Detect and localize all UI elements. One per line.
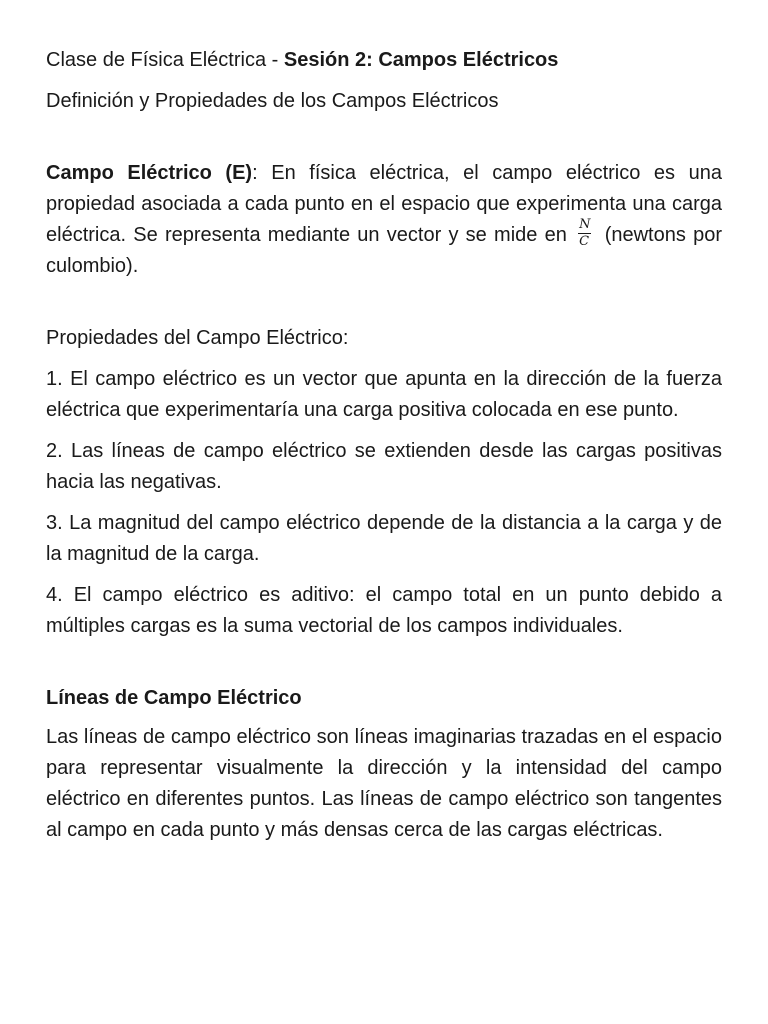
document-title <box>46 45 722 76</box>
propiedad-item: 1. El campo eléctrico es un vector que apunta en la dirección de la fuerza eléctrica que experimentaría una carga positiva colocada en ese punto. <box>46 368 722 422</box>
lineas-heading <box>46 683 722 714</box>
propiedad-item: 4. El campo eléctrico es aditivo: el campo total en un punto debido a múltiples cargas es la suma vectorial de los campos individuales. <box>46 584 722 638</box>
document-subtitle: Definición y Propiedades de los Campos Eléctricos <box>46 90 499 112</box>
unit-fraction <box>578 218 591 249</box>
propiedad-item: 2. Las líneas de campo eléctrico se extienden desde las cargas positivas hacia las negativas. <box>46 440 722 494</box>
propiedades-heading: Propiedades del Campo Eléctrico: <box>46 327 349 350</box>
campo-electrico-unit-text: (newtons por culombio). <box>46 224 722 278</box>
campo-electrico-term: Campo Eléctrico (E) <box>46 162 253 184</box>
title-prefix: Clase de Física Eléctrica - <box>46 49 284 71</box>
lineas-heading-text: Líneas de Campo Eléctrico <box>46 687 302 710</box>
unit-denominator: C <box>579 234 590 250</box>
unit-numerator: N <box>579 217 591 233</box>
campo-electrico-definition <box>46 158 722 282</box>
campo-electrico-text: : En física eléctrica, el campo eléctrico es una propiedad asociada a cada punto en el espacio que experimenta una carga eléctrica. Se representa mediante un vector y se mide en <box>46 162 722 246</box>
lineas-paragraph: Las líneas de campo eléctrico son líneas imaginarias trazadas en el espacio para representar visualmente la dirección y la intensidad del campo eléctrico en diferentes puntos. Las líneas de campo eléctrico son tangentes al campo en cada punto y más densas cerca de las cargas eléctricas. <box>46 726 722 842</box>
propiedad-item: 3. La magnitud del campo eléctrico depende de la distancia a la carga y de la magnitud de la carga. <box>46 512 722 566</box>
title-session: Sesión 2: Campos Eléctricos <box>283 49 559 71</box>
